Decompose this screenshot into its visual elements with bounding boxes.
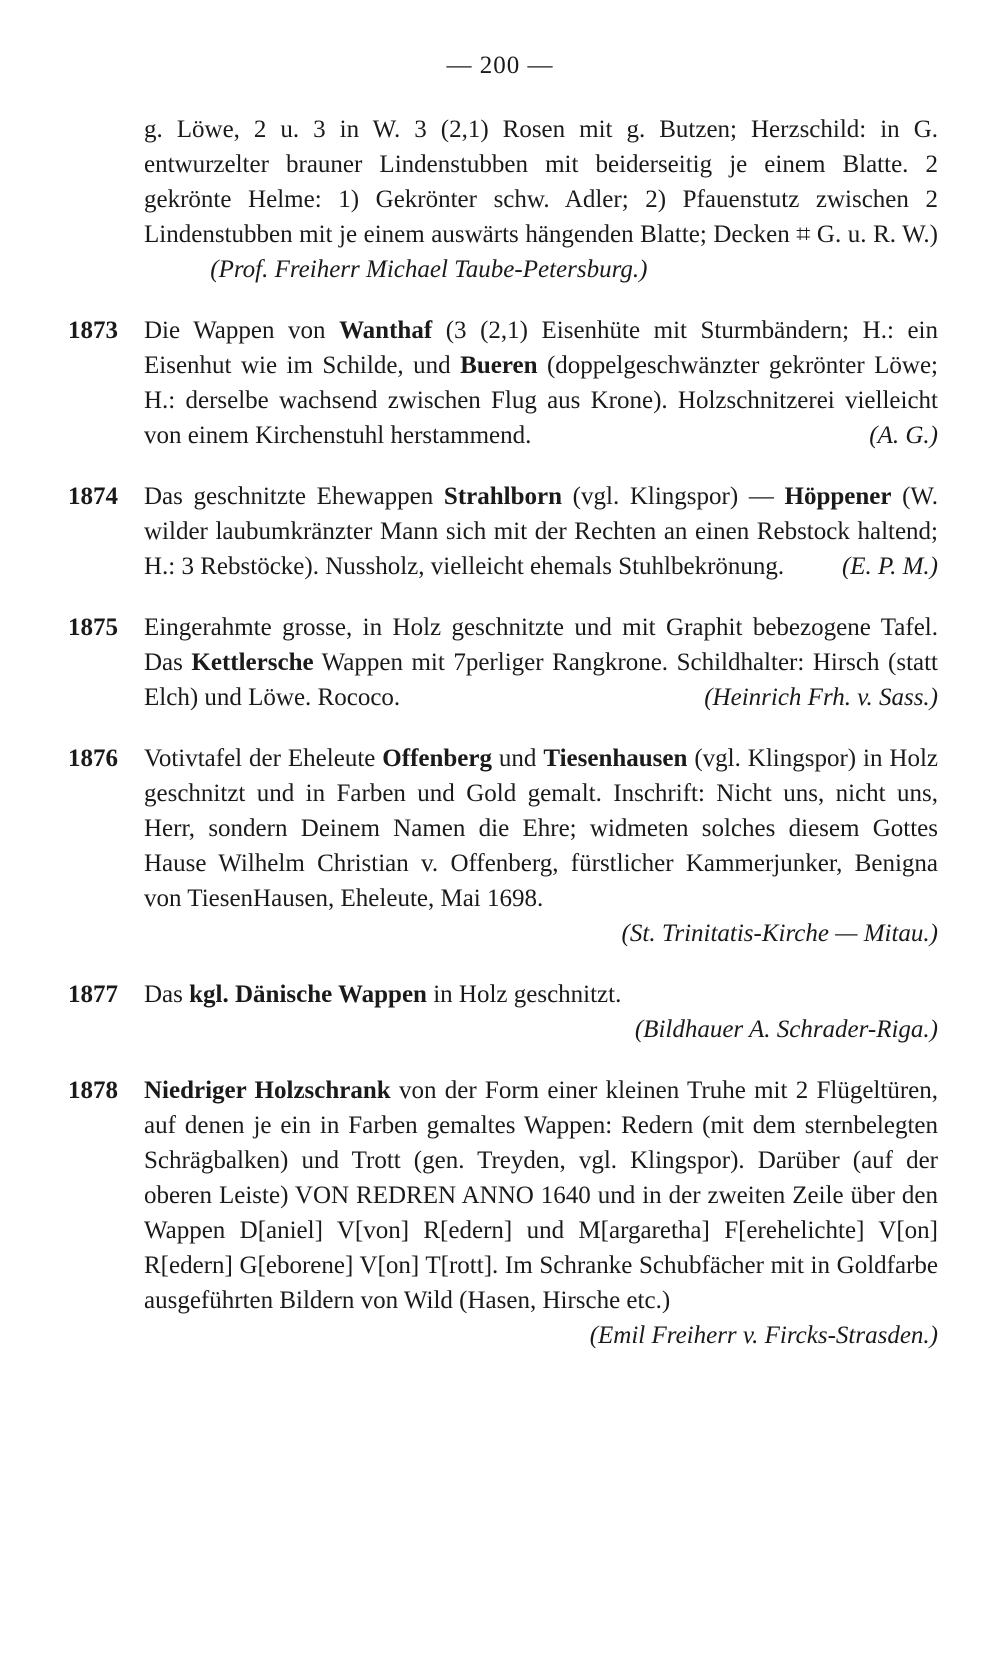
entry-text-part: Das geschnitzte Ehewappen	[144, 483, 444, 510]
entry-text	[144, 479, 938, 584]
entry-name-bold: Offenberg	[382, 745, 492, 772]
entry-text-part: Die Wappen von	[144, 317, 340, 344]
entry-text	[144, 610, 938, 715]
entry-number: 1874	[68, 483, 118, 510]
entry-text-part: Wappen mit 7perliger Rangkrone. Schildhalter: Hirsch (statt Elch) und Löwe. Rococo.	[144, 649, 939, 711]
entry-text-part: (3 (2,1) Eisenhüte mit Sturmbändern; H.: ein Eisenhut wie im Schilde, und	[144, 317, 938, 379]
page-number: — 200 —	[446, 52, 554, 79]
entry-text	[144, 977, 938, 1047]
entry-number: 1877	[68, 981, 118, 1008]
entry-text-part: von der Form einer kleinen Truhe mit 2 Flügeltüren, auf denen je ein in Farben gemaltes Wappen: Redern (mit dem sternbelegten Schrägbalken) und Trott (gen. Treyden, vgl. Klingspor). Darüber (auf der oberen Leiste) VON REDREN ANNO 1640 und in der zweiten Zeile über den Wappen D[aniel] V[von] R[edern] und M[argaretha] F[erehelichte] V[on] R[edern] G[eborene] V[on] T[rott]. Im Schranke Schubfächer mit in Goldfarbe ausgeführten Bildern von Wild (Hasen, Hirsche etc.)	[144, 1077, 938, 1314]
entry-text-part: (vgl. Klingspor) in Holz geschnitzt und in Farben und Gold gemalt. Inschrift: Nicht uns, nicht uns, Herr, sondern Deinem Namen die Ehre; widmeten solches diesem Gottes Hause Wilhelm Christian v. Offenberg, fürstlicher Kammerjunker, Benigna von TiesenHausen, Eheleute, Mai 1698.	[144, 745, 938, 912]
entry-source: (E. P. M.)	[841, 553, 938, 580]
intro-text: g. Löwe, 2 u. 3 in W. 3 (2,1) Rosen mit g. Butzen; Herzschild: in G. entwurzelter brauner Lindenstubben mit beiderseitig je einem Blatte. 2 gekrönte Helme: 1) Gekrönter schw. Adler; 2) Pfauenstutz zwischen 2 Lindenstubben mit je einem auswärts hängenden Blatte; Decken ⌗ G. u. R. W.)	[144, 116, 938, 248]
entry-source: (A. G.)	[869, 422, 938, 449]
entry-text	[144, 741, 938, 951]
entry-name-bold: kgl. Dänische Wappen	[189, 981, 427, 1008]
entry-text	[144, 313, 938, 453]
entry-name-bold: Kettlersche	[191, 649, 314, 676]
entry-text-part: in Holz geschnitzt.	[426, 981, 622, 1008]
catalog-entry	[68, 610, 938, 715]
entry-name-bold: Tiesenhausen	[543, 745, 688, 772]
catalog-entry	[68, 313, 938, 453]
entry-number: 1878	[68, 1077, 118, 1104]
catalog-entry	[68, 479, 938, 584]
entry-number: 1873	[68, 317, 118, 344]
entry-name-bold: Niedriger Holzschrank	[144, 1077, 391, 1104]
page-content	[68, 112, 938, 1379]
entry-text-part: Eingerahmte grosse, in Holz geschnitzte und mit Graphit bebezogene Tafel. Das	[144, 614, 938, 676]
entry-name-bold: Strahlborn	[443, 483, 563, 510]
entry-text-part: (W. wilder laubumkränzter Mann sich mit der Rechten an einen Rebstock haltend; H.: 3 Rebstöcke). Nussholz, vielleicht ehemals Stuhlbekrönung.	[144, 483, 938, 580]
intro-source: (Prof. Freiherr Michael Taube-Petersburg.)	[210, 256, 648, 283]
entry-number: 1875	[68, 614, 118, 641]
intro-paragraph	[144, 112, 938, 287]
entry-name-bold: Bueren	[460, 352, 538, 379]
catalog-entry	[68, 741, 938, 951]
catalog-entry	[68, 1073, 938, 1353]
catalog-entry	[68, 977, 938, 1047]
entry-source: (Emil Freiherr v. Fircks-Strasden.)	[589, 1322, 938, 1349]
entry-text-part: Das	[144, 981, 190, 1008]
entry-text-part: Votivtafel der Eheleute	[144, 745, 383, 772]
entry-text-part: (doppelgeschwänzter gekrönter Löwe; H.: derselbe wachsend zwischen Flug aus Krone). Holzschnitzerei vielleicht von einem Kirchenstuhl herstammend.	[144, 352, 939, 449]
entry-text-part: und	[492, 745, 544, 772]
entry-number: 1876	[68, 745, 118, 772]
entry-text	[144, 1073, 938, 1353]
entry-source: (Bildhauer A. Schrader-Riga.)	[634, 1016, 938, 1043]
entry-name-bold: Wanthaf	[339, 317, 433, 344]
entry-source: (St. Trinitatis-Kirche — Mitau.)	[621, 920, 938, 947]
entry-source: (Heinrich Frh. v. Sass.)	[704, 684, 938, 711]
entry-text-part: (vgl. Klingspor) —	[562, 483, 785, 510]
entry-name-bold: Höppener	[784, 483, 892, 510]
